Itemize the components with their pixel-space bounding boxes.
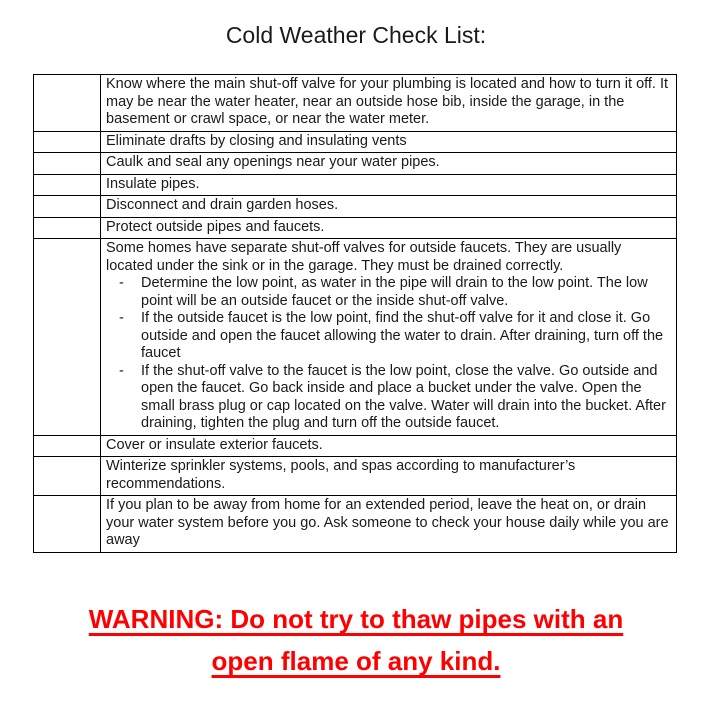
bullet-text: Determine the low point, as water in the pipe will drain to the low point. The low point will be an outside faucet or the inside shut-off valve. [141, 275, 648, 309]
checklist-item-text: Some homes have separate shut-off valves for outside faucets. They are usually located under the sink or in the garage. They must be drained correctly. [106, 240, 622, 274]
checklist-item-text: Know where the main shut-off valve for your plumbing is located and how to turn it off. It may be near the water heater, near an outside hose bib, inside the garage, in the basement or crawl space, or near the water meter. [101, 75, 677, 132]
bullet-text: If the outside faucet is the low point, find the shut-off valve for it and close it. Go outside and open the faucet allowing the water to drain. After draining, turn off the faucet [141, 310, 664, 361]
checkbox-cell [34, 239, 101, 436]
table-row [34, 239, 677, 436]
checklist-item-text: Eliminate drafts by closing and insulating vents [101, 131, 677, 153]
checklist-item-text: Cover or insulate exterior faucets. [101, 435, 677, 457]
table-row [34, 496, 677, 553]
checkbox-cell [34, 153, 101, 175]
checklist-item-text: Protect outside pipes and faucets. [101, 217, 677, 239]
checklist-item-text: Insulate pipes. [101, 174, 677, 196]
warning-text [0, 598, 712, 682]
checkbox-cell [34, 496, 101, 553]
checklist-item-text: Disconnect and drain garden hoses. [101, 196, 677, 218]
warning-line-2: open flame of any kind. [211, 646, 501, 676]
table-row [34, 217, 677, 239]
checkbox-cell [34, 131, 101, 153]
checklist-item [101, 239, 677, 436]
checkbox-cell [34, 435, 101, 457]
checkbox-cell [34, 217, 101, 239]
checkbox-cell [34, 174, 101, 196]
bullet-text: If the shut-off valve to the faucet is the low point, close the valve. Go outside and open the faucet. Go back inside and place a bucket under the valve. Open the small brass plug or cap located on the valve. Water will drain into the bucket. After draining, tighten the plug and turn off the outside faucet. [141, 362, 666, 431]
checkbox-cell [34, 75, 101, 132]
table-row [34, 153, 677, 175]
table-row [34, 131, 677, 153]
list-item [106, 275, 671, 310]
table-row [34, 196, 677, 218]
page-title: Cold Weather Check List: [225, 22, 487, 48]
bullet-dash: - [119, 310, 124, 326]
checkbox-cell [34, 457, 101, 496]
list-item [106, 310, 671, 363]
table-row [34, 174, 677, 196]
bullet-dash: - [119, 275, 124, 291]
checklist-table [33, 74, 677, 553]
list-item [106, 363, 671, 433]
warning-line-1: WARNING: Do not try to thaw pipes with an [88, 604, 624, 634]
checklist-item-text: If you plan to be away from home for an extended period, leave the heat on, or drain your water system before you go. Ask someone to check your house daily while you are away [101, 496, 677, 553]
checklist-item-text: Caulk and seal any openings near your water pipes. [101, 153, 677, 175]
table-row [34, 75, 677, 132]
checklist-item-text: Winterize sprinkler systems, pools, and spas according to manufacturer’s recommendations. [101, 457, 677, 496]
table-row [34, 435, 677, 457]
table-row [34, 457, 677, 496]
bullet-dash: - [119, 362, 124, 379]
checkbox-cell [34, 196, 101, 218]
